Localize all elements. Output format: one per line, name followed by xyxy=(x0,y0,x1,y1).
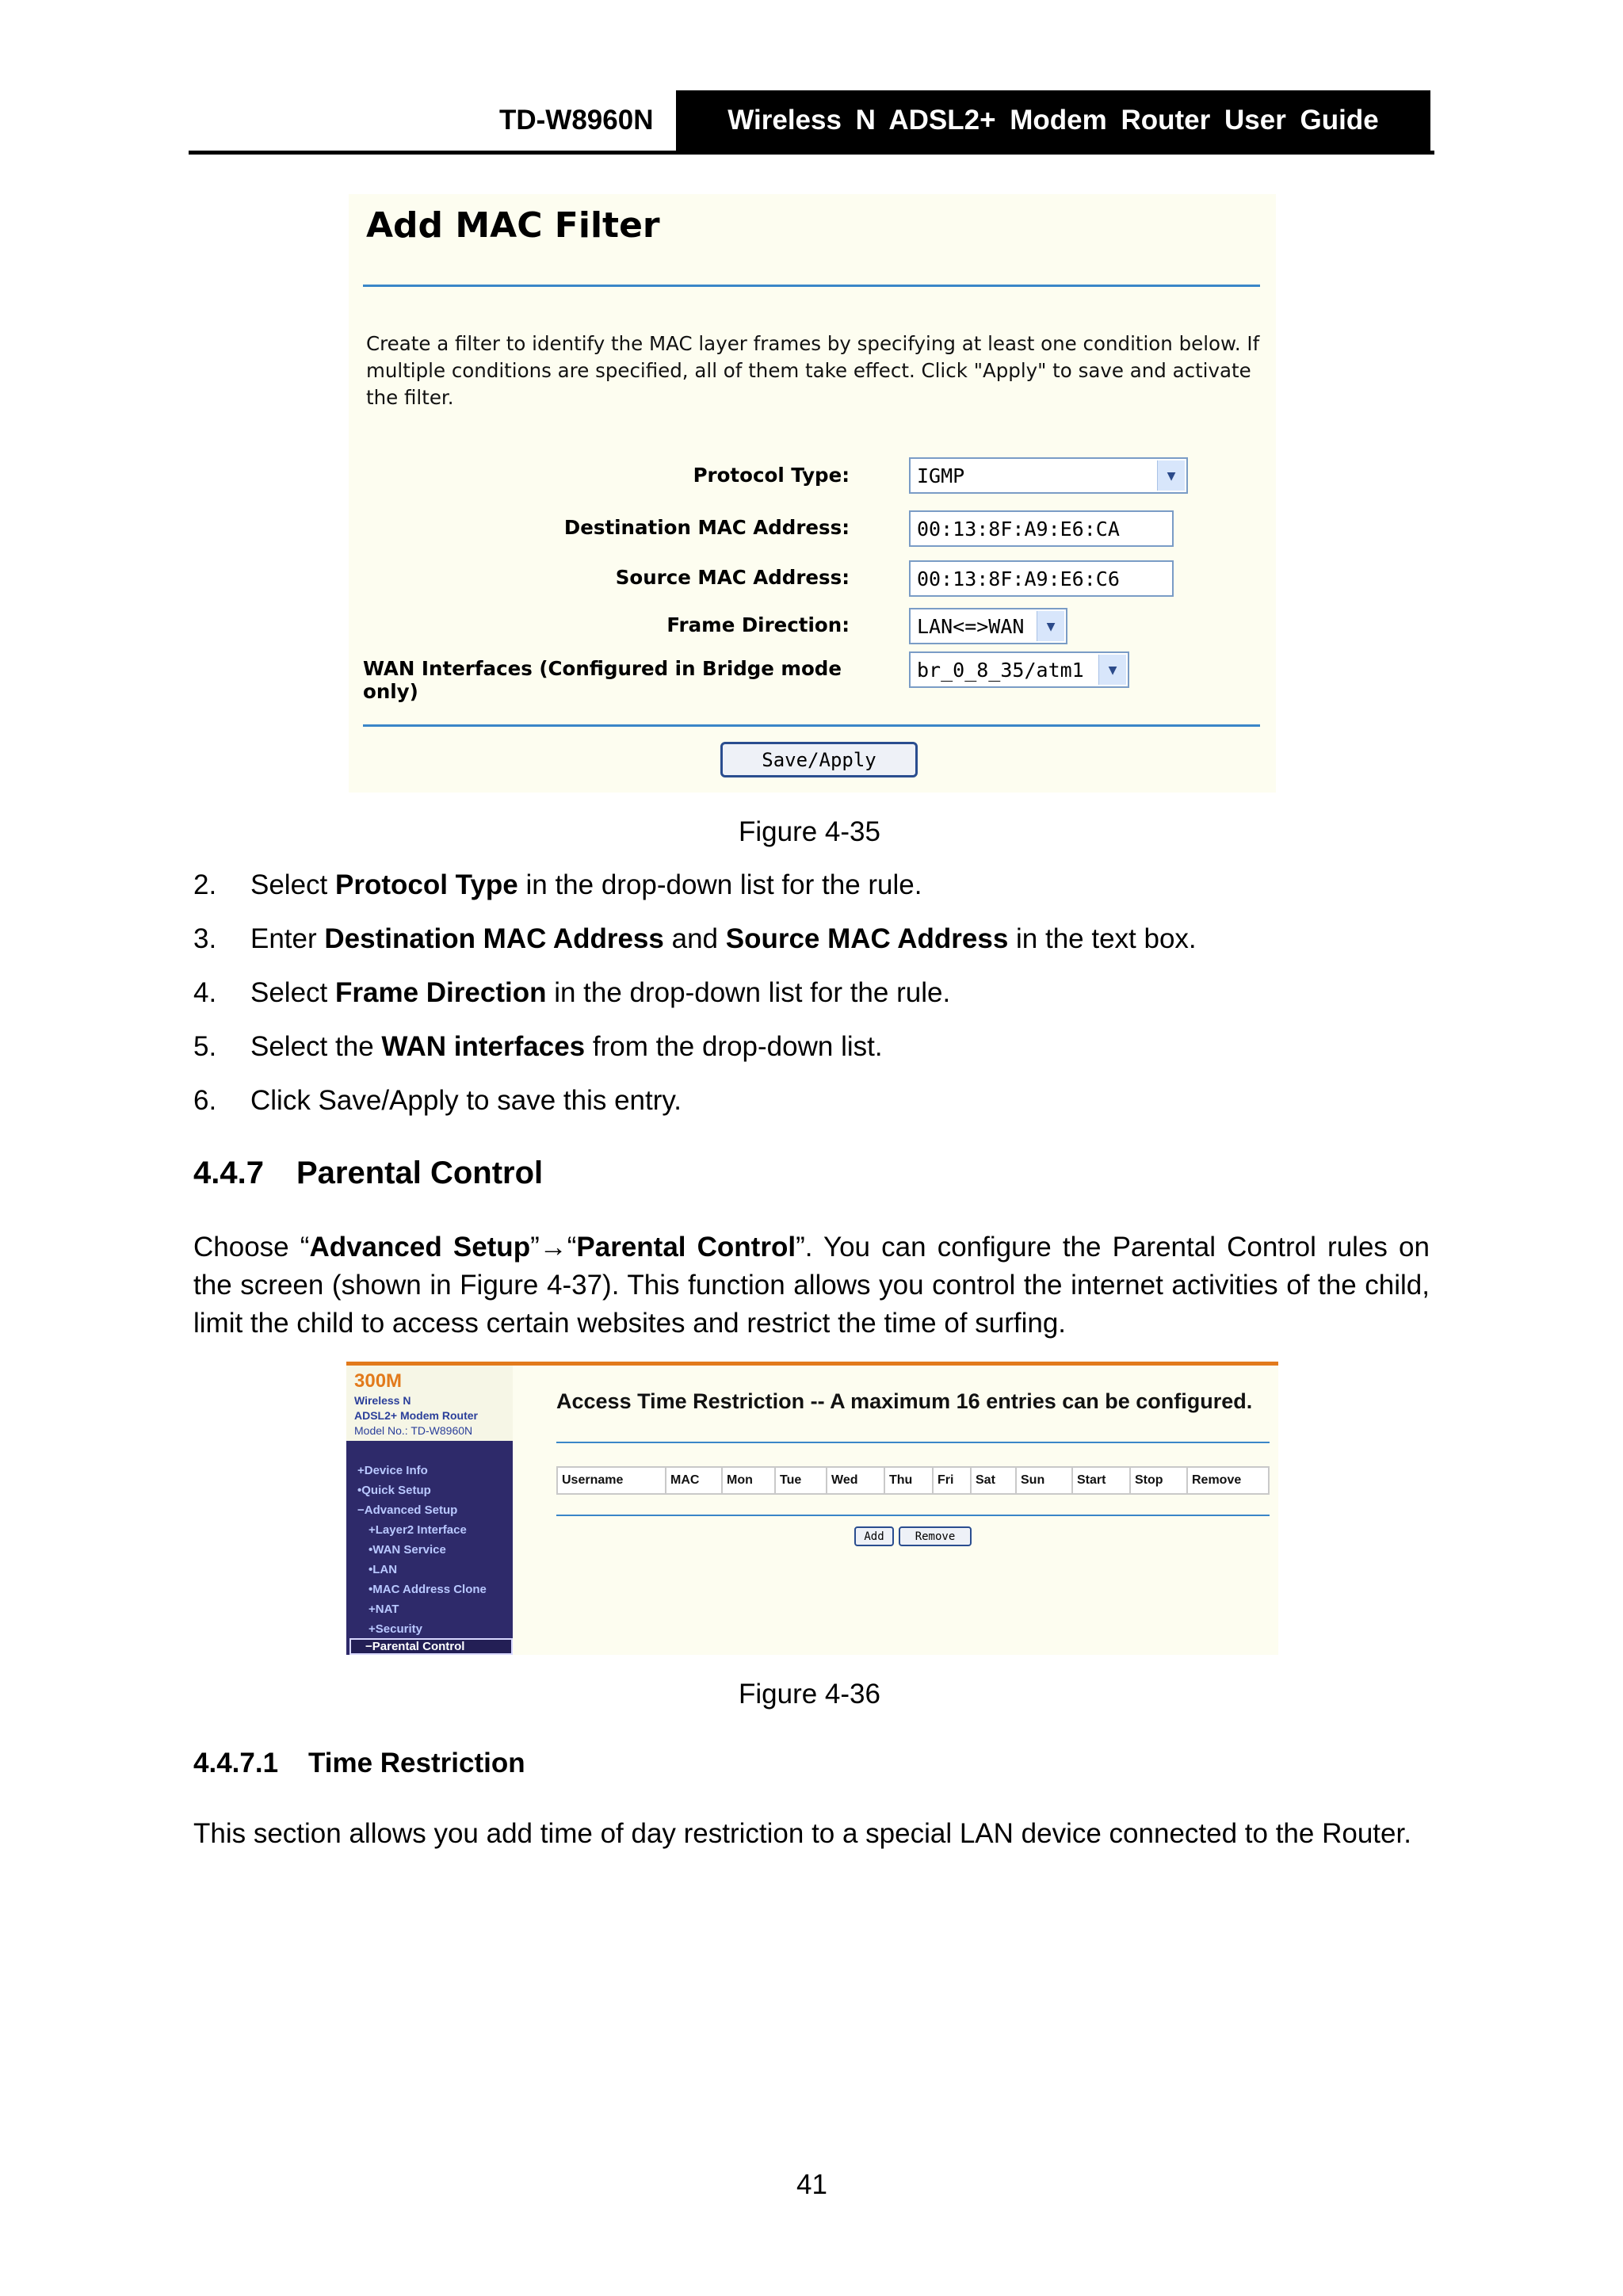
title-divider xyxy=(363,285,1260,287)
parental-control-figure xyxy=(346,1362,1278,1655)
step-item: 5. Select the WAN interfaces from the drop-down list. xyxy=(193,1031,883,1062)
subsection-number: 4.4.7.1 xyxy=(193,1748,279,1778)
destination-mac-label: Destination MAC Address: xyxy=(563,516,850,539)
subsection-paragraph: This section allows you add time of day restriction to a special LAN device connected to the Router. xyxy=(193,1818,1411,1849)
sidebar-item-lan[interactable]: •LAN xyxy=(369,1563,398,1576)
column-header: Sun xyxy=(1017,1468,1073,1493)
header-model: TD-W8960N xyxy=(499,105,654,136)
chevron-down-icon: ▼ xyxy=(1098,655,1126,685)
sidebar-item-quick-setup[interactable]: •Quick Setup xyxy=(357,1484,431,1497)
save-apply-button[interactable]: Save/Apply xyxy=(720,742,918,777)
column-header: Fri xyxy=(934,1468,972,1493)
column-header: MAC xyxy=(666,1468,723,1493)
table-divider xyxy=(556,1515,1270,1516)
add-mac-filter-figure xyxy=(349,194,1276,793)
section-number: 4.4.7 xyxy=(193,1156,264,1190)
step-item: 3. Enter Destination MAC Address and Source MAC Address in the text box. xyxy=(193,923,1197,954)
header-guide-title: Wireless N ADSL2+ Modem Router User Guide xyxy=(676,90,1430,151)
column-header: Tue xyxy=(776,1468,827,1493)
section-paragraph: Choose “Advanced Setup”→“Parental Control”. You can configure the Parental Control rules on the screen (shown in Figure 4-37). This function allows you control the internet activities of the child, limit the child to access certain websites and restrict the time of surfing. xyxy=(193,1232,1430,1339)
column-header: Remove xyxy=(1192,1473,1242,1487)
frame-direction-label: Frame Direction: xyxy=(666,613,850,636)
protocol-type-value: IGMP xyxy=(917,464,965,487)
column-header: Username xyxy=(558,1468,666,1493)
add-button[interactable]: Add xyxy=(854,1526,894,1546)
wan-interfaces-label: WAN Interfaces (Configured in Bridge mode only) xyxy=(363,657,842,703)
chevron-down-icon: ▼ xyxy=(1037,611,1064,641)
section-title: Parental Control xyxy=(296,1156,544,1190)
page-number: 41 xyxy=(796,2169,827,2200)
source-mac-input[interactable]: 00:13:8F:A9:E6:C6 xyxy=(909,560,1174,597)
protocol-type-select[interactable] xyxy=(909,457,1188,494)
column-header: Start xyxy=(1073,1468,1131,1493)
access-time-table-header xyxy=(556,1466,1270,1495)
step-item: 2. Select Protocol Type in the drop-down list for the rule. xyxy=(193,869,922,900)
subsection-title: Time Restriction xyxy=(308,1748,525,1778)
wan-interfaces-value: br_0_8_35/atm1 xyxy=(917,658,1084,682)
header-rule xyxy=(189,151,1434,155)
sidebar-item-layer2-interface[interactable]: +Layer2 Interface xyxy=(369,1523,467,1537)
sidebar-item-device-info[interactable]: +Device Info xyxy=(357,1464,428,1477)
sidebar-item-parental-control[interactable]: −Parental Control xyxy=(349,1638,513,1655)
column-header: Sat xyxy=(972,1468,1017,1493)
destination-mac-input[interactable]: 00:13:8F:A9:E6:CA xyxy=(909,510,1174,547)
figure-caption: Figure 4-36 xyxy=(739,1679,880,1710)
sidebar-item-advanced-setup[interactable]: −Advanced Setup xyxy=(357,1503,458,1517)
title-divider xyxy=(556,1442,1270,1443)
frame-direction-select[interactable] xyxy=(909,608,1067,644)
protocol-type-label: Protocol Type: xyxy=(693,464,850,487)
source-mac-label: Source MAC Address: xyxy=(615,566,850,589)
frame-direction-value: LAN<=>WAN xyxy=(917,614,1025,638)
form-divider xyxy=(363,724,1260,727)
sidebar-item-mac-address-clone[interactable]: •MAC Address Clone xyxy=(369,1583,487,1596)
figure-title: Add MAC Filter xyxy=(366,205,660,246)
remove-button[interactable]: Remove xyxy=(899,1526,972,1546)
router-logo: 300M Wireless N ADSL2+ Modem Router Model No.: TD-W8960N xyxy=(346,1366,513,1441)
column-header: Thu xyxy=(885,1468,934,1493)
sidebar-item-nat[interactable]: +NAT xyxy=(369,1603,399,1616)
step-item: 4. Select Frame Direction in the drop-down list for the rule. xyxy=(193,977,951,1008)
wan-interfaces-select[interactable] xyxy=(909,651,1129,688)
column-header: Wed xyxy=(827,1468,885,1493)
column-header: Stop xyxy=(1131,1468,1188,1493)
access-time-title: Access Time Restriction -- A maximum 16 entries can be configured. xyxy=(556,1389,1253,1413)
figure-description: Create a filter to identify the MAC layer frames by specifying at least one condition below. If multiple conditions are specified, all of them take effect. Click "Apply" to save and activate the filter. xyxy=(366,332,1260,409)
chevron-down-icon: ▼ xyxy=(1157,460,1185,491)
sidebar-item-security[interactable]: +Security xyxy=(369,1622,422,1636)
column-header: Mon xyxy=(723,1468,776,1493)
figure-caption: Figure 4-35 xyxy=(739,816,880,847)
step-item: 6. Click Save/Apply to save this entry. xyxy=(193,1085,682,1116)
sidebar-item-wan-service[interactable]: •WAN Service xyxy=(369,1543,446,1557)
router-sidebar xyxy=(346,1366,513,1655)
